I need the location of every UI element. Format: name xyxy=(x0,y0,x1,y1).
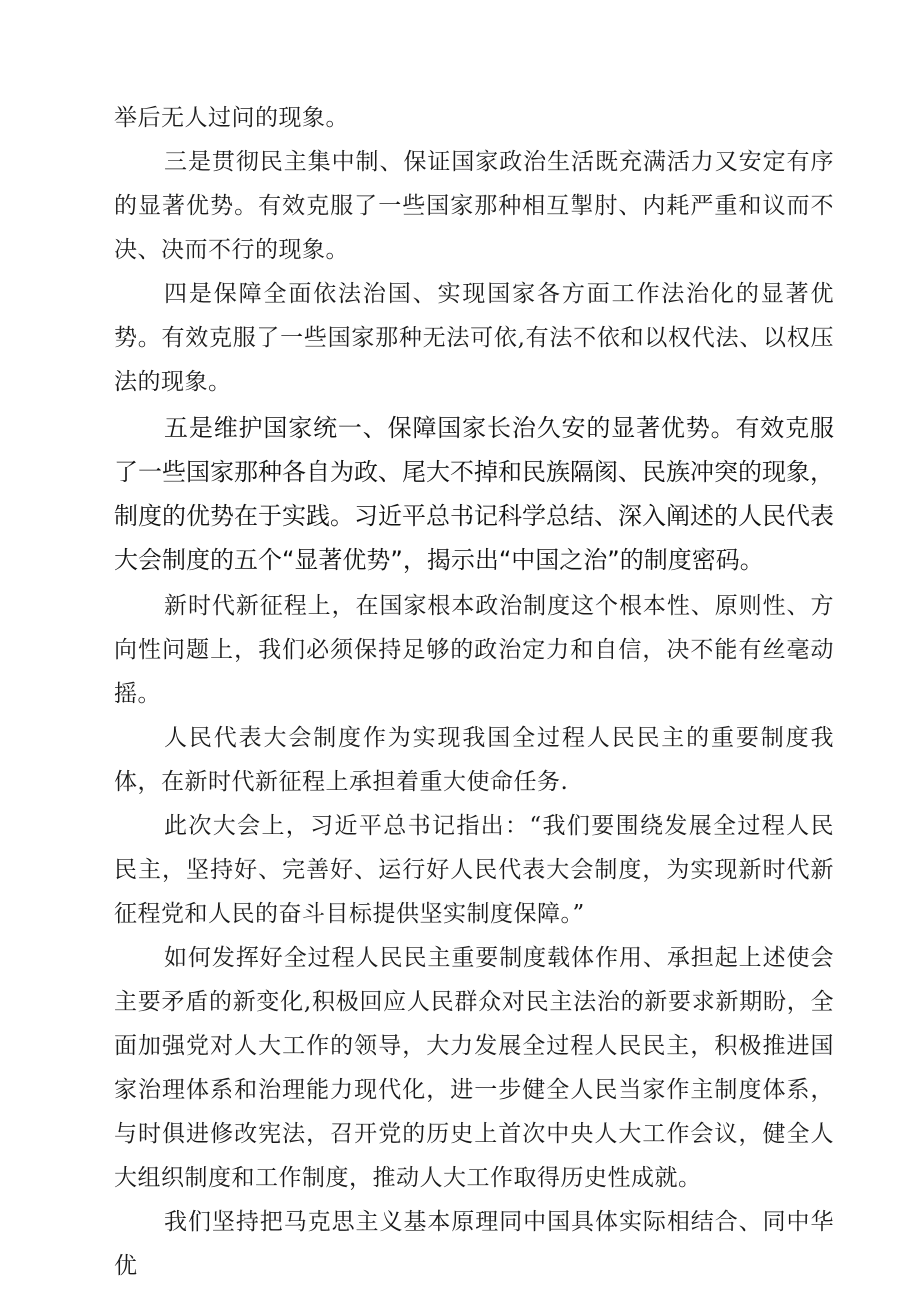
paragraph-marxism: 我们坚持把马克思主义基本原理同中国具体实际相结合、同中华优 xyxy=(114,1209,834,1279)
paragraph-new-era: 新时代新征程上，在国家根本政治制度这个根本性、原则性、方向性问题上，我们必须保持足够的政治定力和自信，决不能有丝毫动摇。 xyxy=(114,593,834,707)
paragraph-system-carrier: 人民代表大会制度作为实现我国全过程人民民主的重要制度我体，在新时代新征程上承担着重大使命任务. xyxy=(114,725,834,795)
paragraph-quote: 此次大会上，习近平总书记指出：“我们要围绕发展全过程人民民主，坚持好、完善好、运行好人民代表大会制度，为实现新时代新征程党和人民的奋斗目标提供坚实制度保障。” xyxy=(114,813,834,927)
paragraph-third-advantage: 三是贯彻民主集中制、保证国家政治生活既充满活力又安定有序的显著优势。有效克服了一些国家那种相互掣肘、内耗严重和议而不决、决而不行的现象。 xyxy=(114,149,834,263)
paragraph-fourth-advantage: 四是保障全面依法治国、实现国家各方面工作法治化的显著优势。有效克服了一些国家那种无法可依,有法不依和以权代法、以权压法的现象。 xyxy=(114,281,834,395)
paragraph-continuation: 举后无人过问的现象。 xyxy=(114,105,349,131)
paragraph-how-to: 如何发挥好全过程人民民主重要制度载体作用、承担起上述使会主要矛盾的新变化,积极回应人民群众对民主法治的新要求新期盼，全面加强党对人大工作的领导，大力发展全过程人民民主，积极推进国家治理体系和治理能力现代化，进一步健全人民当家作主制度体系，与时俱进修改宪法，召开党的历史上首次中央人大工作会议，健全人大组织制度和工作制度，推动人大工作取得历史性成就。 xyxy=(114,945,834,1191)
paragraph-fifth-advantage: 五是维护国家统一、保障国家长治久安的显著优势。有效克服了一些国家那种各自为政、尾大不掉和民族隔阂、民族冲突的现象，制度的优势在于实践。习近平总书记科学总结、深入阐述的人民代表大会制度的五个“显著优势”，揭示出“中国之治”的制度密码。 xyxy=(114,414,834,574)
document-page xyxy=(114,96,834,1288)
